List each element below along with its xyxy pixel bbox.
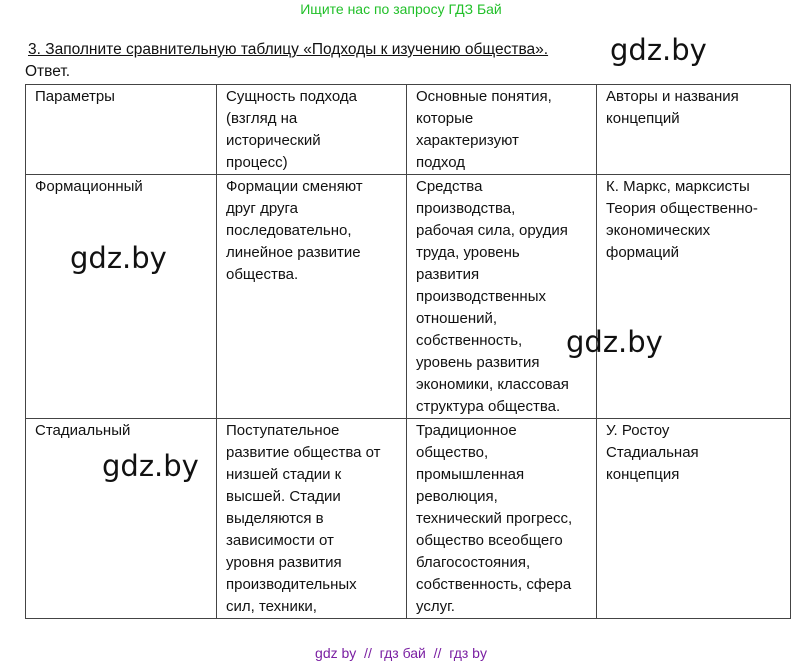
cell-text: Традиционное общество, промышленная революция, технический прогресс, общество всеобщего благосостояния, собственность, сфера услуг.: [416, 422, 573, 615]
table-cell: [597, 85, 791, 175]
cell-text: Формации сменяют друг друга последовательно, линейное развитие общества.: [226, 178, 363, 283]
cell-text: У. Ростоу Стадиальная концепция: [606, 422, 699, 483]
watermark: gdz.by: [610, 33, 707, 67]
table-row: [26, 175, 791, 419]
cell-text: Параметры: [35, 88, 115, 105]
table-cell: [597, 419, 791, 619]
table-row-header: [26, 85, 791, 175]
table-cell: [407, 175, 597, 419]
cell-text: Основные понятия, которые характеризуют подход: [416, 88, 552, 171]
footer-links[interactable]: gdz by // гдз бай // гдз by: [315, 645, 487, 661]
top-banner-link[interactable]: Ищите нас по запросу ГДЗ Бай: [300, 1, 502, 17]
cell-text: Формационный: [35, 178, 143, 195]
watermark: gdz.by: [566, 325, 663, 359]
cell-text: Стадиальный: [35, 422, 131, 439]
cell-text: Средства производства, рабочая сила, орудия труда, уровень развития производственных отношений, собственность, уровень развития экономики, классовая структура общества.: [416, 178, 569, 415]
watermark: gdz.by: [102, 449, 199, 483]
cell-text: Сущность подхода (взгляд на исторический процесс): [226, 88, 357, 171]
answer-label: Ответ.: [25, 63, 71, 80]
table-cell: [217, 419, 407, 619]
cell-text: Поступательное развитие общества от низшей стадии к высшей. Стадии выделяются в зависимости от уровня развития производительных сил, техники,: [226, 422, 381, 615]
task-title: 3. Заполните сравнительную таблицу «Подходы к изучению общества».: [28, 41, 549, 58]
table-cell: [407, 419, 597, 619]
table-cell: [217, 85, 407, 175]
cell-text: Авторы и названия концепций: [606, 88, 739, 127]
cell-text: К. Маркс, марксисты Теория общественно- экономических формаций: [606, 178, 758, 261]
table-cell: [26, 85, 217, 175]
watermark: gdz.by: [70, 241, 167, 275]
table-cell: [407, 85, 597, 175]
table-cell: [26, 175, 217, 419]
table-cell: [597, 175, 791, 419]
table-cell: [217, 175, 407, 419]
comparison-table: [25, 84, 791, 619]
